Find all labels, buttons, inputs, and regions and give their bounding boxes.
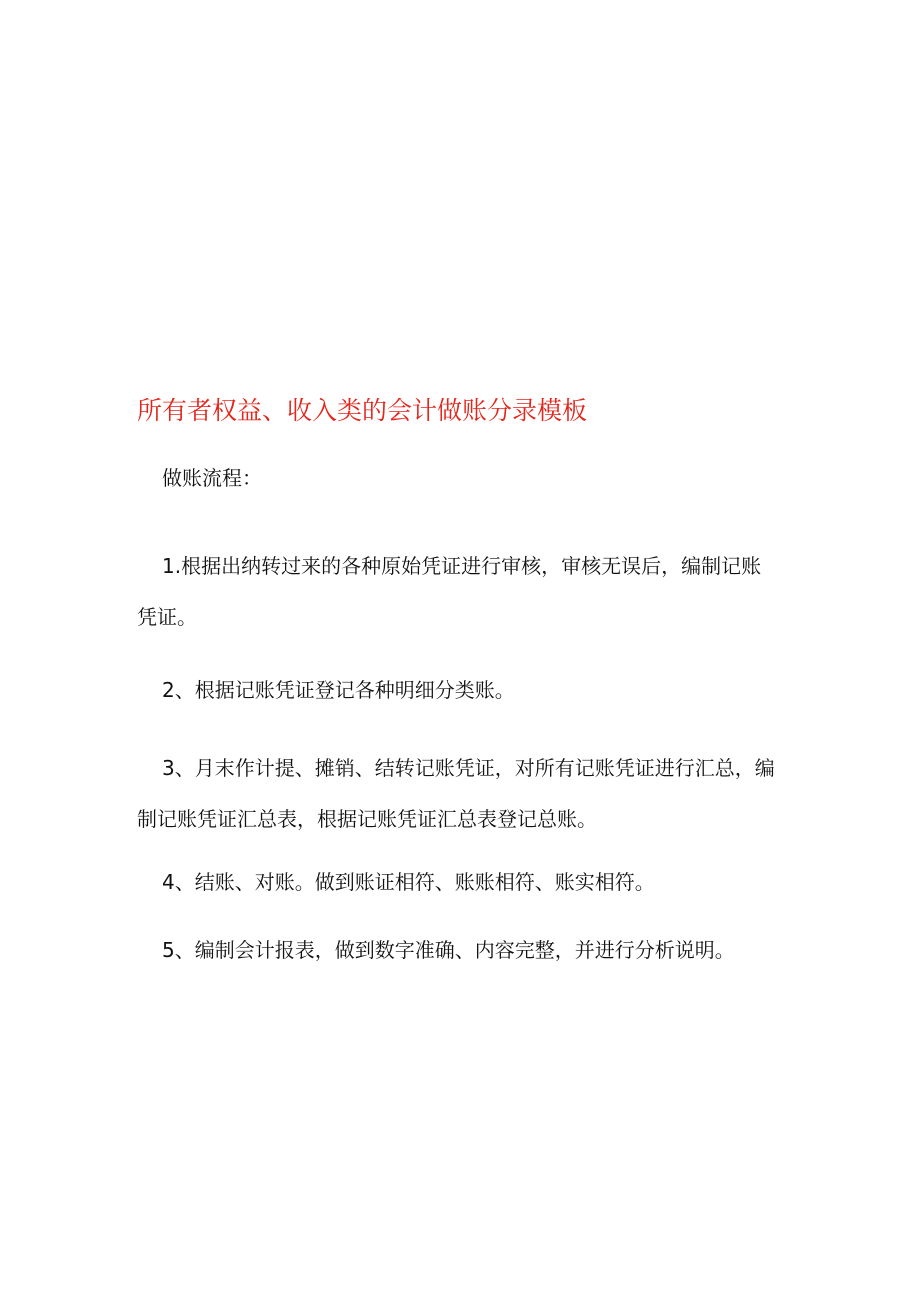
step-3 [137, 753, 787, 834]
step-3-line-1: 3、月末作计提、摊销、结转记账凭证，对所有记账凭证进行汇总，编 [162, 756, 775, 780]
step-3-line-2: 制记账凭证汇总表，根据记账凭证汇总表登记总账。 [137, 807, 597, 831]
step-1-line-1: 1.根据出纳转过来的各种原始凭证进行审核，审核无误后，编制记账 [162, 554, 762, 578]
step-1-line-2: 凭证。 [137, 605, 197, 629]
step-2-line-1: 2、根据记账凭证登记各种明细分类账。 [162, 678, 515, 702]
step-2 [137, 675, 787, 705]
document-title: 所有者权益、收入类的会计做账分录模板 [137, 396, 588, 425]
process-intro: 做账流程： [162, 466, 262, 490]
step-4 [137, 867, 787, 897]
step-4-line-1: 4、结账、对账。做到账证相符、账账相符、账实相符。 [162, 870, 655, 894]
step-5 [137, 935, 787, 965]
step-1 [137, 551, 787, 632]
step-5-line-1: 5、编制会计报表，做到数字准确、内容完整，并进行分析说明。 [162, 938, 735, 962]
